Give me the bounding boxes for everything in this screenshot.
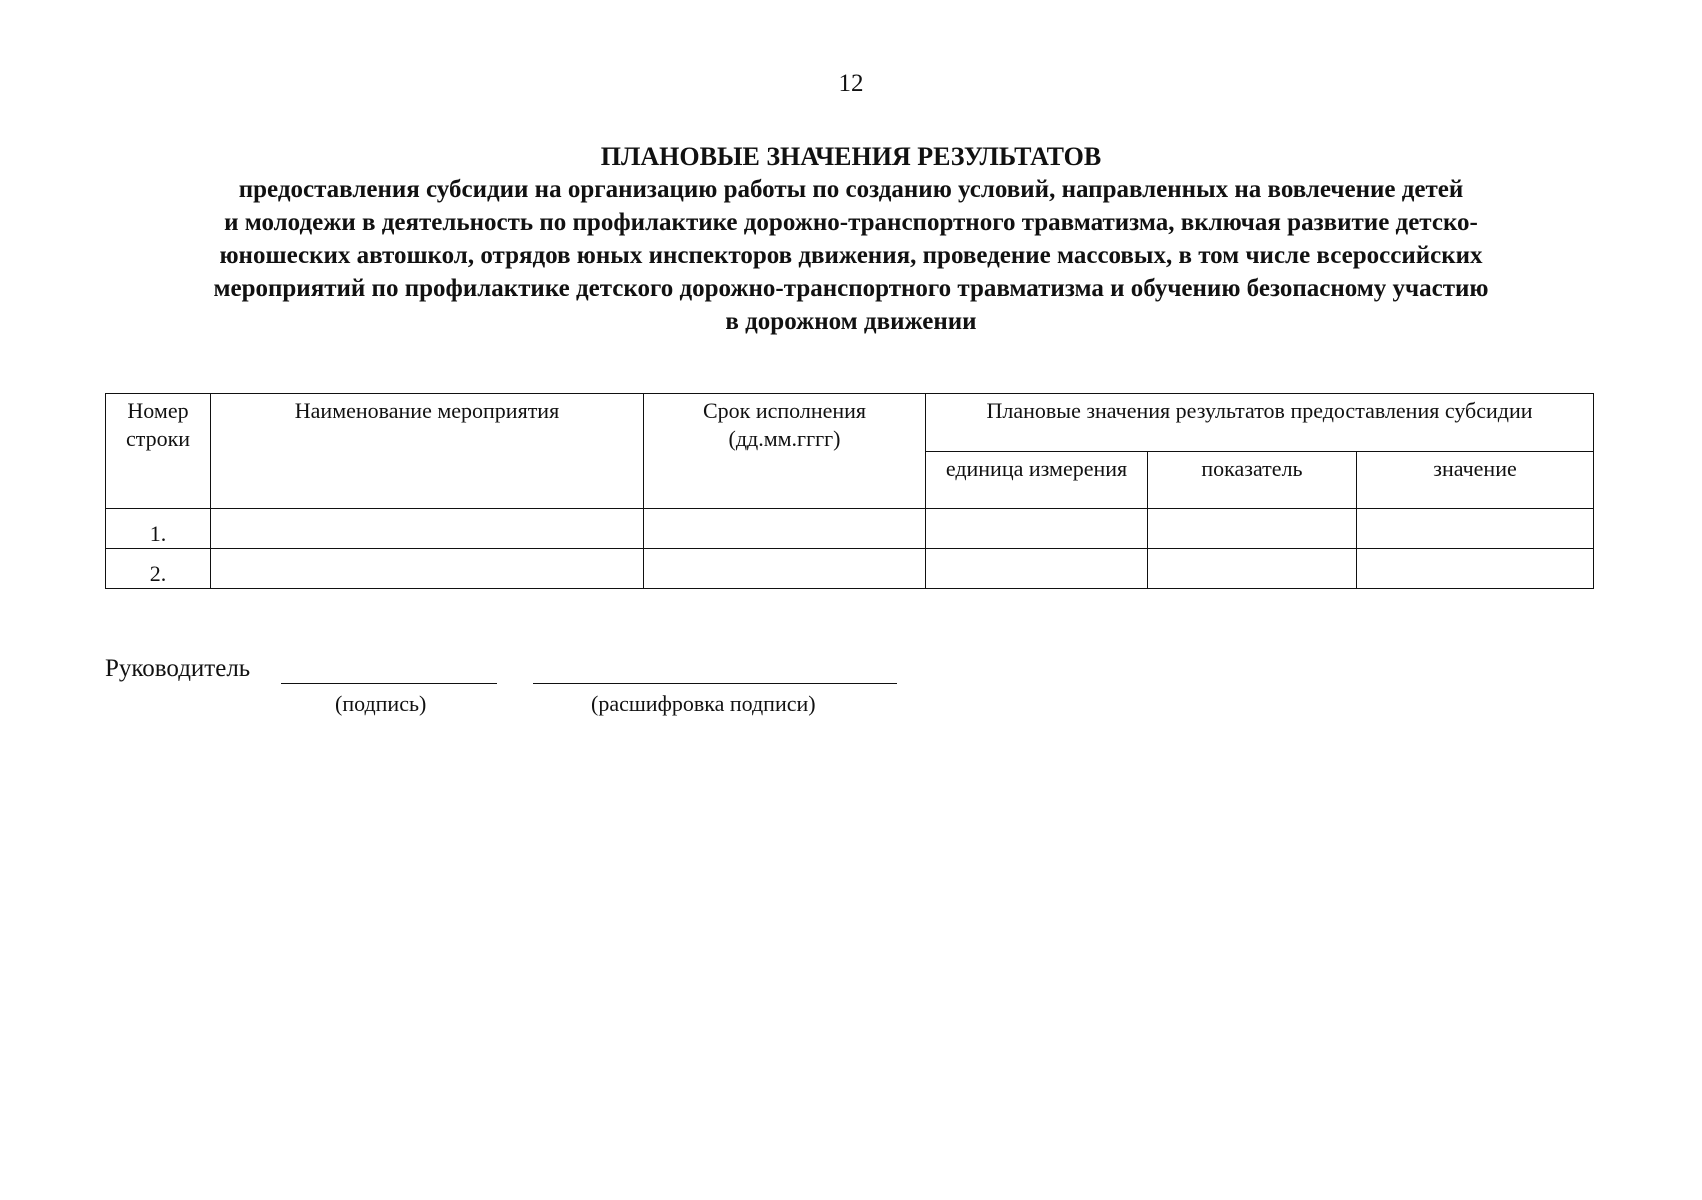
deadline-cell [644, 549, 926, 589]
subtitle-line-5: в дорожном движении [725, 308, 977, 335]
row-number-cell: 2. [106, 549, 211, 589]
header-row-number: Номер строки [106, 394, 211, 509]
header-value: значение [1357, 452, 1594, 509]
page-number: 12 [838, 70, 864, 97]
subtitle-line-4: мероприятий по профилактике детского дорожно-транспортного травматизма и обучению безопасному участию [213, 275, 1489, 302]
table-header-row [106, 394, 1594, 452]
unit-cell [926, 509, 1148, 549]
subtitle-line-2: и молодежи в деятельность по профилактике дорожно-транспортного травматизма, включая развитие детско- [224, 209, 1478, 236]
subtitle-line-1: предоставления субсидии на организацию работы по созданию условий, направленных на вовлечение детей [238, 176, 1464, 203]
signature-line [281, 683, 497, 684]
subtitle-line-3: юношеских автошкол, отрядов юных инспекторов движения, проведение массовых, в том числе всероссийских [219, 242, 1483, 269]
header-indicator: показатель [1148, 452, 1357, 509]
header-event-name: Наименование мероприятия [211, 394, 644, 509]
document-title-block [100, 140, 1602, 338]
deadline-cell [644, 509, 926, 549]
header-deadline: Срок исполнения (дд.мм.гггг) [644, 394, 926, 509]
signature-label: Руководитель [105, 655, 251, 682]
signature-decoding-line [533, 683, 897, 684]
table-row [106, 509, 1594, 549]
row-number-cell: 1. [106, 509, 211, 549]
indicator-cell [1148, 549, 1357, 589]
document-title: ПЛАНОВЫЕ ЗНАЧЕНИЯ РЕЗУЛЬТАТОВ [600, 142, 1102, 171]
value-cell [1357, 549, 1594, 589]
planned-results-table [105, 393, 1594, 589]
indicator-cell [1148, 509, 1357, 549]
event-name-cell [211, 549, 644, 589]
event-name-cell [211, 509, 644, 549]
unit-cell [926, 549, 1148, 589]
signature-decoding-caption: (расшифровка подписи) [591, 691, 816, 716]
value-cell [1357, 509, 1594, 549]
signature-caption: (подпись) [335, 691, 427, 716]
table-row [106, 549, 1594, 589]
header-planned-values: Плановые значения результатов предоставления субсидии [926, 394, 1594, 452]
header-unit: единица измерения [926, 452, 1148, 509]
